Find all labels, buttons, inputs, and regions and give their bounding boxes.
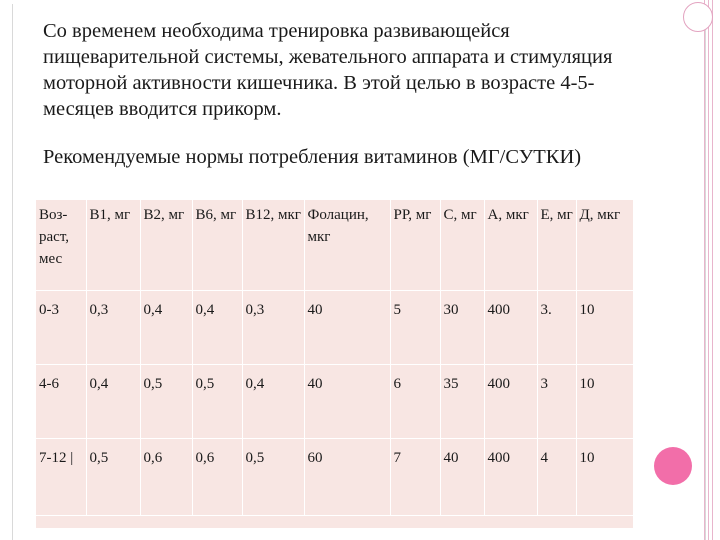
decorative-side-lines [701, 0, 720, 540]
table-cell: 6 [390, 365, 440, 439]
table-cell: 0,4 [140, 291, 192, 365]
table-cell: 10 [576, 291, 633, 365]
table-cell: 0,5 [86, 439, 140, 516]
table-cell: 400 [484, 291, 537, 365]
header-e: Е, мг [537, 200, 576, 291]
header-b2: В2, мг [140, 200, 192, 291]
table-cell: 0,4 [192, 291, 242, 365]
table-cell: 40 [304, 365, 390, 439]
table-row [36, 365, 633, 439]
table-cell: 0,6 [192, 439, 242, 516]
table-cell: 0,6 [140, 439, 192, 516]
table-row [36, 291, 633, 365]
header-b6: В6, мг [192, 200, 242, 291]
table-cell: 0,3 [86, 291, 140, 365]
table-cell: 0,3 [242, 291, 304, 365]
table-cell: 400 [484, 365, 537, 439]
table-cell: 40 [440, 439, 484, 516]
table-title: Рекомендуемые нормы потребления витаминов (МГ/СУТКИ) [43, 146, 582, 168]
header-pp: РР, мг [390, 200, 440, 291]
table-cell: 0,5 [192, 365, 242, 439]
table-cell: 10 [576, 439, 633, 516]
table-cell: 4 [537, 439, 576, 516]
header-d: Д, мкг [576, 200, 633, 291]
table-cell: 0,4 [242, 365, 304, 439]
table-cell: 4-6 [36, 365, 86, 439]
table-cell: 3. [537, 291, 576, 365]
table-cell: 0,5 [140, 365, 192, 439]
table-cell: 3 [537, 365, 576, 439]
table-cell: 40 [304, 291, 390, 365]
header-c: С, мг [440, 200, 484, 291]
intro-paragraph: Со временем необходима тренировка развивающейся пищеварительной системы, жевательного аппарата и стимуляция моторной активности кишечника. В этой целью в возрасте 4-5- месяцев вводится прикорм. [43, 20, 613, 120]
header-folacin: Фолацин, мкг [304, 200, 390, 291]
vitamin-norms-table [36, 200, 633, 516]
table-cell: 400 [484, 439, 537, 516]
table-cell: 10 [576, 365, 633, 439]
table-cell: 60 [304, 439, 390, 516]
header-b12: В12, мкг [242, 200, 304, 291]
decorative-circle-pink [654, 447, 692, 485]
header-b1: В1, мг [86, 200, 140, 291]
header-age: Воз-раст, мес [36, 200, 86, 291]
table-cell: 7 [390, 439, 440, 516]
table-cell: 30 [440, 291, 484, 365]
table-cell: 0-3 [36, 291, 86, 365]
table-header-row [36, 200, 633, 291]
table-cell: 5 [390, 291, 440, 365]
table-cell: 0,5 [242, 439, 304, 516]
table-cell: 0,4 [86, 365, 140, 439]
decorative-circle-top [683, 2, 713, 32]
table-cell: 35 [440, 365, 484, 439]
header-a: А, мкг [484, 200, 537, 291]
table-row [36, 439, 633, 516]
table-cell: 7-12 | [36, 439, 86, 516]
